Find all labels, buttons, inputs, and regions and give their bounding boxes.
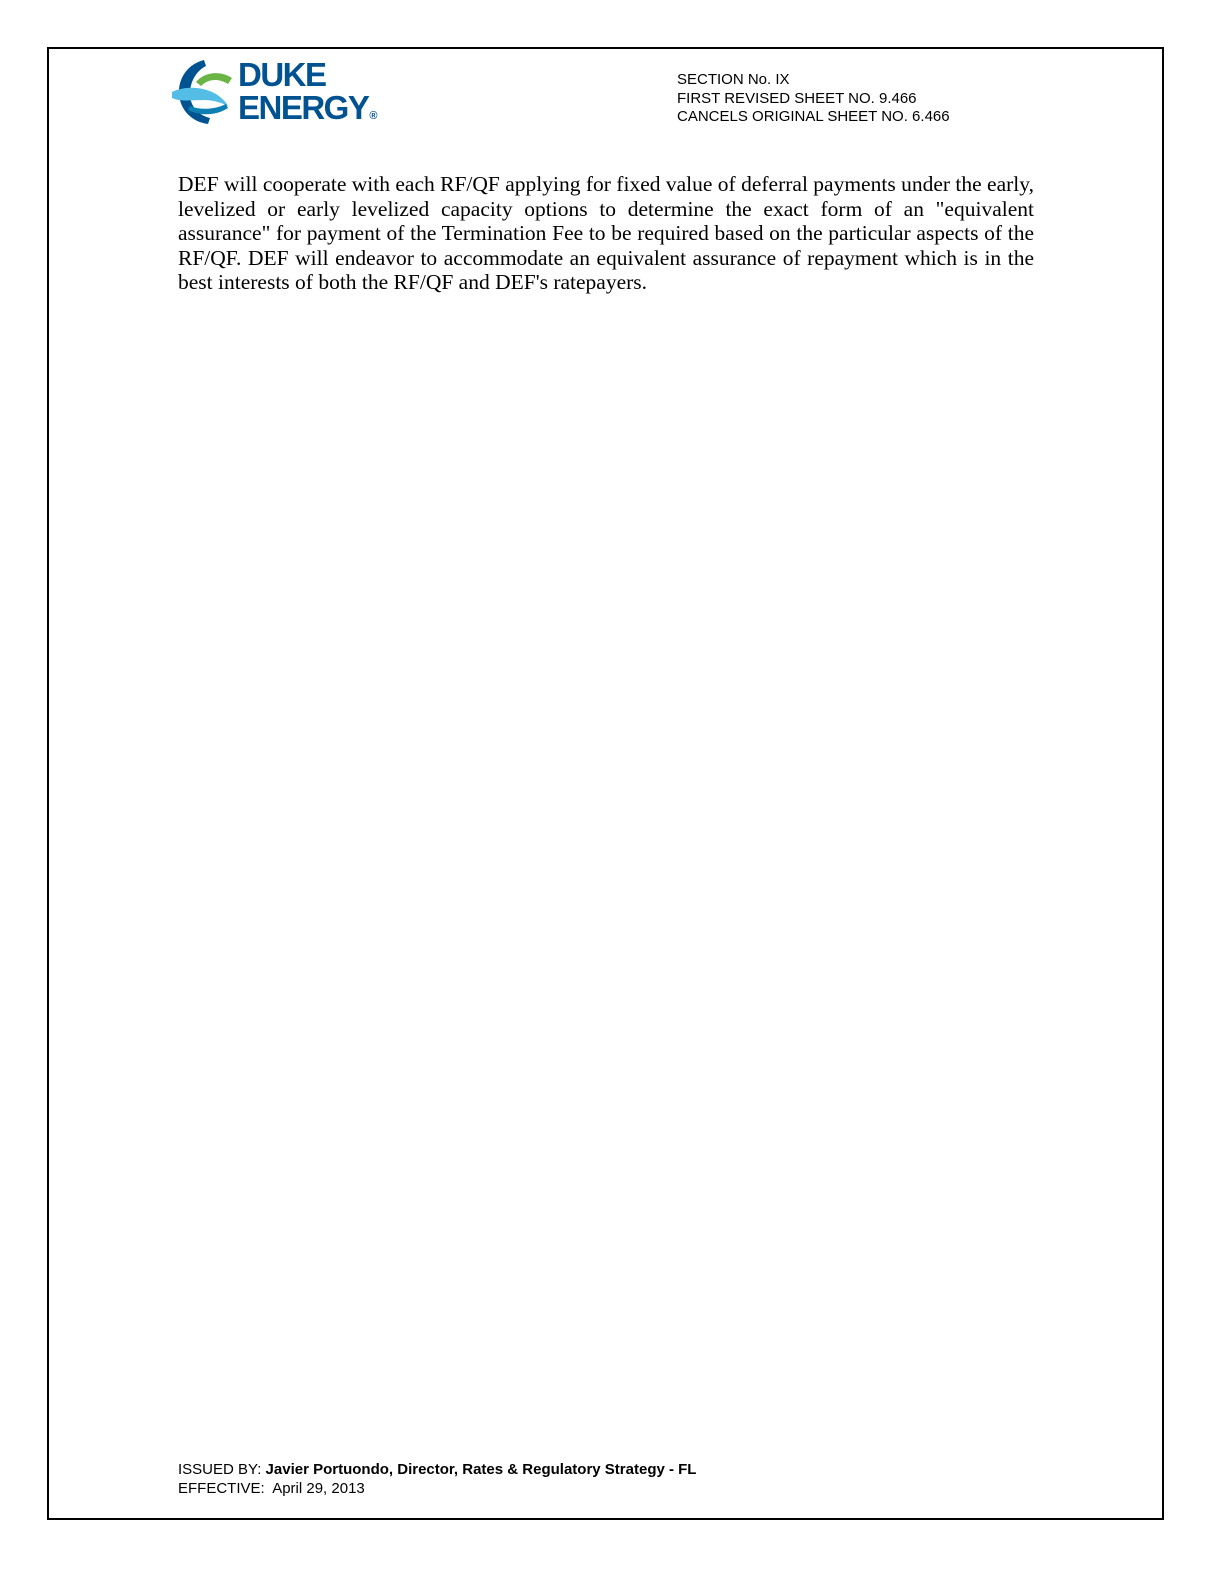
section-header — [677, 71, 950, 127]
logo-line-1: DUKE — [238, 56, 326, 93]
issued-by-line — [178, 1460, 696, 1479]
body-paragraph: DEF will cooperate with each RF/QF applying for fixed value of deferral payments under the early, levelized or early levelized capacity options to determine the exact form of an "equivalent assurance" for payment of the Termination Fee to be required based on the particular aspects of the RF/QF. DEF will endeavor to accommodate an equivalent assurance of repayment which is in the best interests of both the RF/QF and DEF's ratepayers. — [178, 172, 1034, 295]
duke-energy-logo — [170, 56, 378, 128]
issued-by-label: ISSUED BY: — [178, 1461, 266, 1478]
effective-label: EFFECTIVE: — [178, 1480, 273, 1497]
logo-wordmark — [238, 58, 377, 133]
sheet-number: FIRST REVISED SHEET NO. 9.466 — [677, 89, 917, 107]
issued-by-value: Javier Portuondo, Director, Rates & Regulatory Strategy - FL — [265, 1461, 697, 1478]
footer — [178, 1460, 696, 1498]
duke-energy-mark-icon — [170, 58, 236, 126]
logo-line-2: ENERGY — [238, 89, 369, 126]
section-number: SECTION No. IX — [677, 71, 790, 88]
registered-mark: ® — [369, 110, 378, 122]
effective-line — [178, 1479, 696, 1498]
effective-date: April 29, 2013 — [272, 1480, 365, 1497]
cancels-sheet: CANCELS ORIGINAL SHEET NO. 6.466 — [677, 108, 950, 125]
